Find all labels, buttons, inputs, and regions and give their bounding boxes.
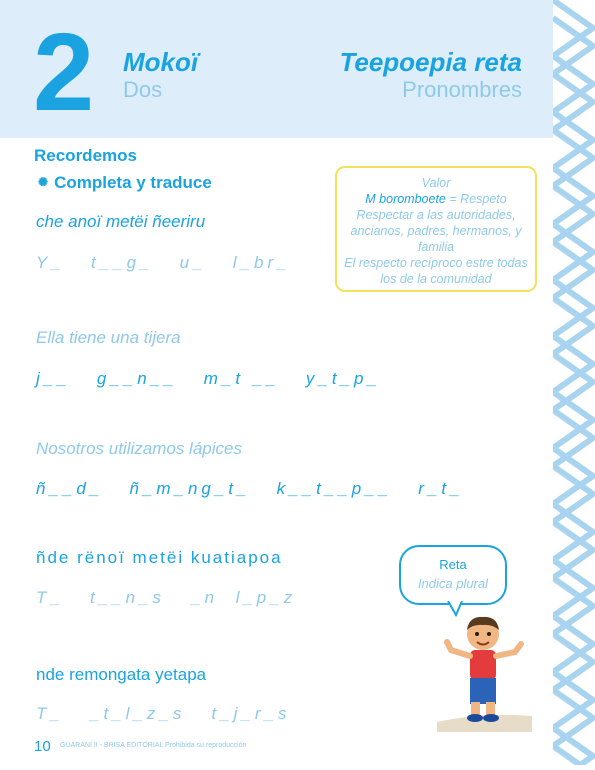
exercise-answer-3: ñ__d_ ñ_m_ng_t_ k__t__p__ r_t_ bbox=[36, 479, 464, 498]
topic-title: Teepoepia reta bbox=[339, 47, 522, 77]
valor-label: Valor bbox=[421, 176, 451, 190]
exercise-prompt-2: Ella tiene una tijera bbox=[36, 328, 181, 347]
exercise-answer-5: T_ _t_l_z_s t_j_r_s bbox=[36, 704, 291, 723]
bubble-title: Reta bbox=[439, 557, 467, 572]
unit-subtitle: Dos bbox=[123, 77, 163, 102]
exercise-prompt-3: Nosotros utilizamos lápices bbox=[36, 439, 242, 458]
sparkle-icon: ✺ bbox=[38, 175, 49, 189]
valor-term-line bbox=[337, 191, 535, 207]
unit-header bbox=[0, 0, 553, 138]
instruction-text: Completa y traduce bbox=[54, 173, 212, 192]
valor-description: Respectar a las autoridades, ancianos, padres, hermanos, y familia bbox=[350, 208, 522, 254]
page-number: 10 bbox=[34, 738, 51, 755]
exercise-prompt-4: ñde rënoï metëi kuatiapoa bbox=[36, 548, 283, 567]
section-title: Recordemos bbox=[34, 146, 137, 165]
unit-title: Mokoï bbox=[123, 47, 199, 77]
valor-equals: = Respeto bbox=[445, 192, 507, 206]
zigzag-line bbox=[553, 18, 593, 765]
exercise-answer-4: T_ t__n_s _n l_p_z bbox=[36, 588, 297, 607]
valor-term: M boromboete bbox=[365, 192, 446, 206]
valor-box bbox=[335, 166, 537, 292]
speech-bubble bbox=[399, 545, 507, 605]
bubble-text: Indica plural bbox=[417, 576, 489, 591]
instruction bbox=[38, 173, 212, 193]
valor-example: El respecto recíproco estre todas los de la comunidad bbox=[344, 256, 528, 286]
exercise-answer-2: j__ g__n__ m_t __ y_t_p_ bbox=[36, 369, 381, 388]
zigzag-border bbox=[553, 0, 595, 765]
topic-subtitle: Pronombres bbox=[402, 77, 522, 102]
exercise-prompt-1: che anoï metëi ñeeriru bbox=[36, 212, 206, 231]
unit-number: 2 bbox=[33, 11, 91, 134]
boy-illustration-icon bbox=[437, 612, 532, 732]
exercise-prompt-5: nde remongata yetapa bbox=[36, 665, 207, 684]
publisher-footer: GUARANÍ II - BRISA EDITORIAL Prohibida su reproducción bbox=[60, 742, 247, 749]
exercise-answer-1: Y_ t__g_ u_ l_br_ bbox=[36, 253, 291, 272]
